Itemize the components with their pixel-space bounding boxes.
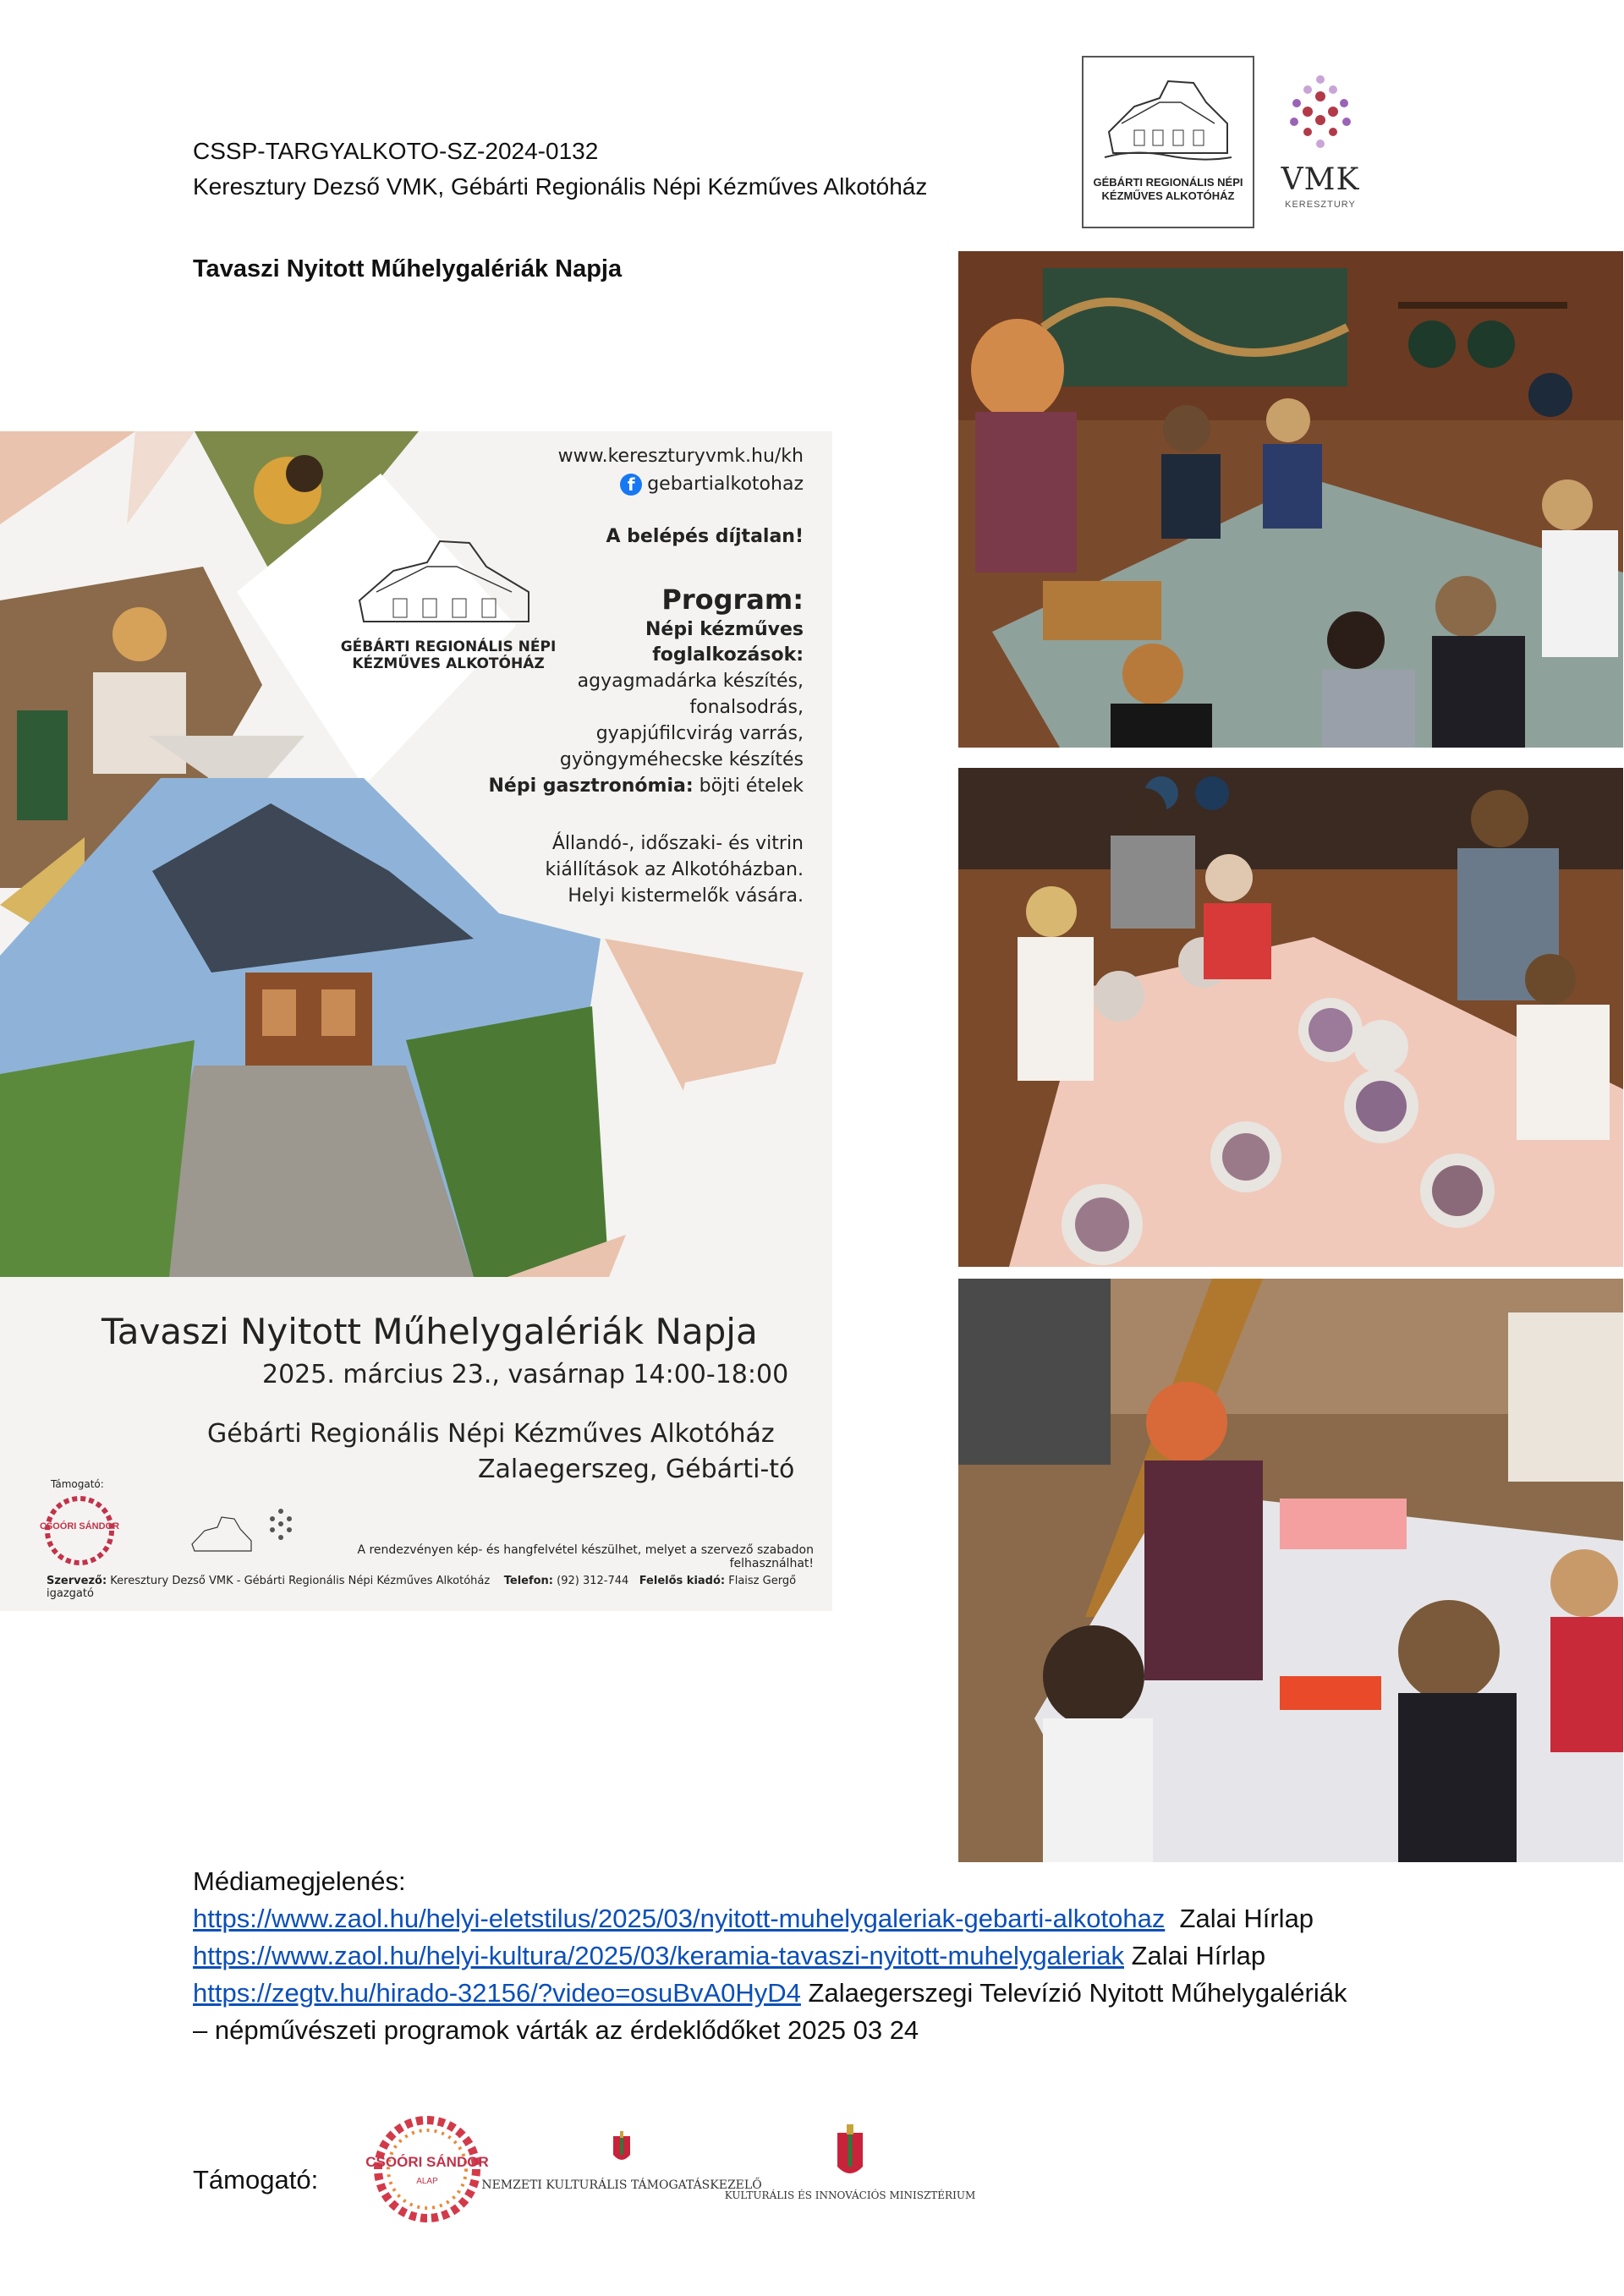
poster-phone: (92) 312-744 [553,1575,629,1587]
poster-venue: Gébárti Regionális Népi Kézműves Alkotóház [207,1419,775,1449]
poster-organizer: Keresztury Dezső VMK - Gébárti Regionális Népi Kézműves Alkotóház [107,1575,491,1587]
csoori-sandor-logo [365,2114,489,2224]
poster-recording-notice: A rendezvényen kép- és hangfelvétel készülhet, melyet a szervező szabadon felhasználhat! [357,1543,814,1570]
poster-facebook-handle: gebartialkotohaz [647,474,804,495]
poster-gastronomy [423,775,804,797]
supporter-label: Támogató: [193,2165,319,2195]
poster-phone-label: Telefon: [503,1575,554,1587]
poster-item: fonalsodrás, [689,697,804,718]
poster-supporter-label: Támogató: [51,1478,104,1490]
document-id: CSSP-TARGYALKOTO-SZ-2024-0132 [193,138,599,164]
poster-event-date: 2025. március 23., vasárnap 14:00-18:00 [262,1360,789,1389]
media-item-1 [193,1900,1314,1937]
poster-item: gyapjúfilcvirág varrás, [595,723,804,744]
vmk-logo [1276,71,1365,215]
facebook-icon: f [620,474,642,496]
csoori-logo-icon [39,1495,120,1566]
poster-publisher-label: Felelős kiadó: [639,1575,726,1587]
workshop-photo-beads [958,768,1623,1267]
poster-program-title: Program: [661,584,804,616]
media-link-3[interactable]: https://zegtv.hu/hirado-32156/?video=osuBvA0HyD4 [193,1978,801,2008]
media-source-1: Zalai Hírlap [1165,1904,1314,1933]
poster-gastronomy-value: böjti ételek [693,775,804,797]
page-title: Tavaszi Nyitott Műhelygalériák Napja [193,255,623,282]
media-item-3 [193,1975,1347,2012]
poster-website: www.kereszturyvmk.hu/kh [557,446,804,467]
poster-footer [47,1575,825,1600]
workshop-photo-felt [958,1279,1623,1862]
event-poster [0,431,832,1611]
vmk-logo-subtitle: KERESZTURY [1285,200,1356,210]
media-source-3-continued: – népművészeti programok várták az érdeklődőket 2025 03 24 [193,2015,919,2045]
house-drawing-icon [1100,73,1236,166]
poster-exhibition: kiállítások az Alkotóházban. [545,859,804,880]
poster-entry-free: A belépés díjtalan! [606,526,804,547]
poster-organizer-label: Szervező: [47,1575,107,1587]
poster-crafts-title2: foglalkozások: [652,644,804,666]
media-item-2 [193,1937,1265,1975]
poster-exhibition: Állandó-, időszaki- és vitrin [551,833,804,854]
kim-logo-text: KULTURÁLIS ÉS INNOVÁCIÓS MINISZTÉRIUM [724,2189,976,2201]
poster-vmk-icon [264,1507,298,1544]
nktk-logo [481,2129,762,2214]
poster-gastronomy-label: Népi gasztronómia: [488,775,694,797]
kim-logo [724,2124,976,2217]
poster-facebook [474,474,804,496]
csoori-logo-name: CSOÓRI SÁNDOR [365,2154,489,2170]
poster-publisher: Flaisz Gergő igazgató [47,1575,797,1600]
alkotohaz-logo-text: GÉBÁRTI REGIONÁLIS NÉPI KÉZMŰVES ALKOTÓHÁZ [1093,176,1243,202]
workshop-photo-clay [958,251,1623,748]
poster-market: Helyi kistermelők vására. [568,885,804,907]
poster-item: gyöngyméhecske készítés [559,749,804,770]
poster-crafts-title: Népi kézműves [645,619,804,640]
vmk-logo-name: VMK [1281,162,1360,197]
csoori-logo-text: CSOÓRI SÁNDOR [39,1521,120,1532]
media-heading: Médiamegjelenés: [193,1866,406,1896]
media-source-2: Zalai Hírlap [1124,1941,1266,1970]
poster-venue-city: Zalaegerszeg, Gébárti-tó [478,1455,795,1484]
poster-small-house-icon [188,1512,255,1554]
vmk-dots-icon [1276,71,1365,156]
poster-item: agyagmadárka készítés, [577,671,804,692]
csoori-logo-sub: ALAP [416,2177,438,2186]
media-link-2[interactable]: https://www.zaol.hu/helyi-kultura/2025/03/keramia-tavaszi-nyitott-muhelygaleriak [193,1941,1124,1970]
alkotohaz-logo [1082,56,1254,228]
poster-logo-text: GÉBÁRTI REGIONÁLIS NÉPI KÉZMŰVES ALKOTÓHÁZ [340,638,557,672]
media-link-1[interactable]: https://www.zaol.hu/helyi-eletstilus/2025/03/nyitott-muhelygaleriak-gebarti-alkotohaz [193,1904,1166,1933]
poster-event-title: Tavaszi Nyitott Műhelygalériák Napja [102,1311,758,1352]
organization-line: Keresztury Dezső VMK, Gébárti Regionális Népi Kézműves Alkotóház [193,173,928,200]
media-source-3: Zalaegerszegi Televízió Nyitott Műhelygalériák [800,1978,1347,2008]
nktk-logo-text: NEMZETI KULTURÁLIS TÁMOGATÁSKEZELŐ [481,2178,762,2192]
